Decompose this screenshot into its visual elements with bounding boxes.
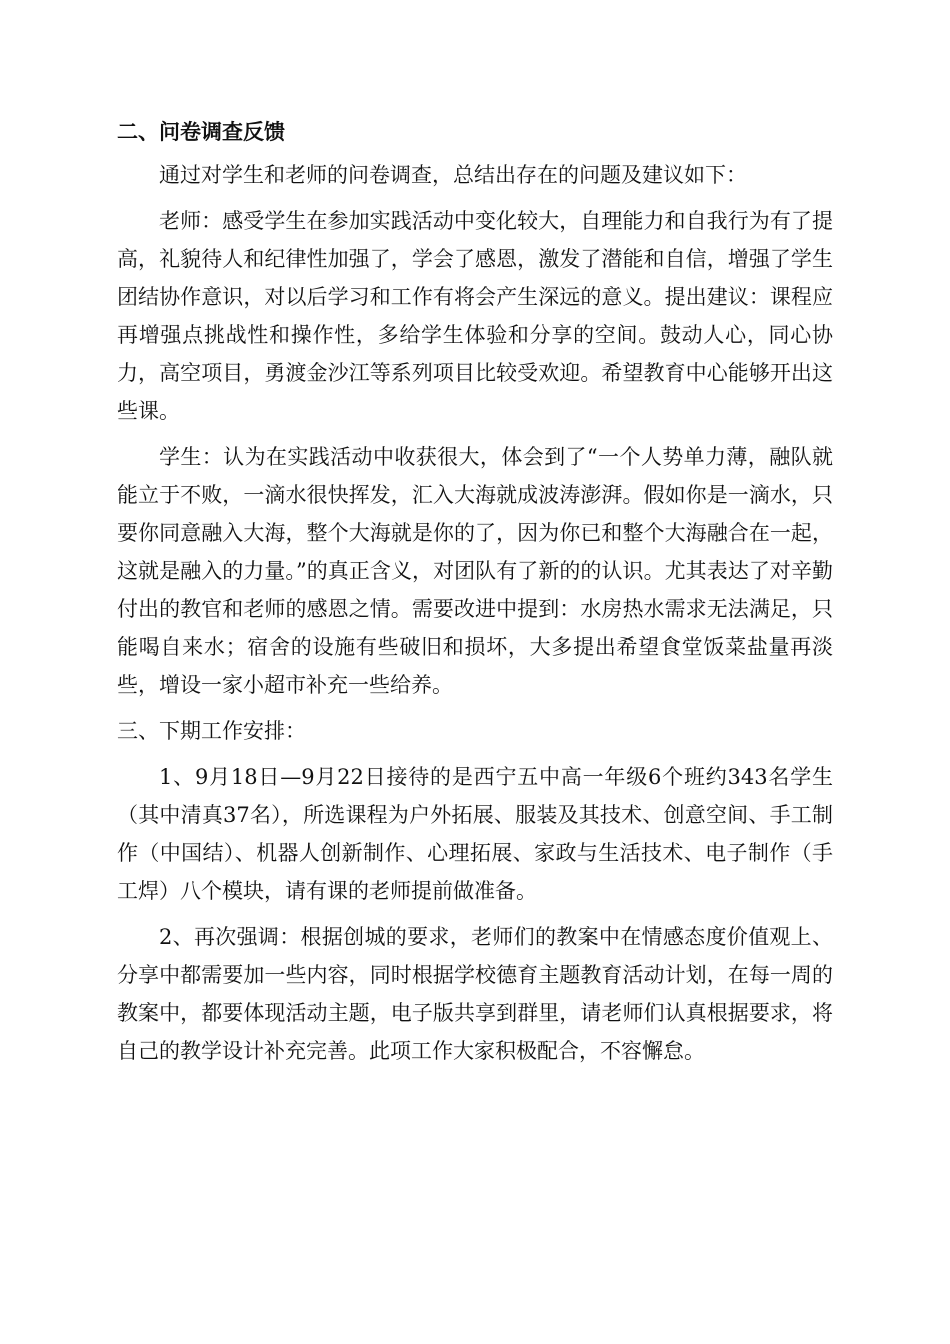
section-heading-next-work-plan: 三、下期工作安排： — [117, 719, 306, 743]
teacher-feedback-paragraph: 老师：感受学生在参加实践活动中变化较大，自理能力和自我行为有了提高，礼貌待人和纪律性加强了，学会了感恩，激发了潜能和自信，增强了学生团结协作意识，对以后学习和工作有将会产生深远的意义。提出建议：课程应再增强点挑战性和操作性，多给学生体验和分享的空间。鼓动人心，同心协力，高空项目，勇渡金沙江等系列项目比较受欢迎。希望教育中心能够开出这些课。 — [117, 209, 833, 423]
section-heading-survey-feedback: 二、问卷调查反馈 — [117, 119, 285, 144]
work-plan-item-1: 1、9月18日—9月22日接待的是西宁五中高一年级6个班约343名学生（其中清真37名），所选课程为户外拓展、服装及其技术、创意空间、手工制作（中国结）、机器人创新制作、心理拓展、家政与生活技术、电子制作（手工焊）八个模块，请有课的老师提前做准备。 — [117, 765, 833, 903]
survey-intro-paragraph: 通过对学生和老师的问卷调查，总结出存在的问题及建议如下： — [159, 163, 747, 187]
student-feedback-paragraph: 学生：认为在实践活动中收获很大，体会到了“一个人势单力薄，融队就能立于不败，一滴水很快挥发，汇入大海就成波涛澎湃。假如你是一滴水，只要你同意融入大海，整个大海就是你的了，因为你已和整个大海融合在一起，这就是融入的力量。”的真正含义，对团队有了新的的认识。尤其表达了对辛勤付出的教官和老师的感恩之情。需要改进中提到：水房热水需求无法满足，只能喝自来水；宿舍的设施有些破旧和损坏，大多提出希望食堂饭菜盐量再淡些，增设一家小超市补充一些给养。 — [117, 445, 833, 697]
document-body — [117, 113, 833, 1078]
work-plan-item-2: 2、再次强调：根据创城的要求，老师们的教案中在情感态度价值观上、分享中都需要加一些内容，同时根据学校德育主题教育活动计划，在每一周的教案中，都要体现活动主题，电子版共享到群里，请老师们认真根据要求，将自己的教学设计补充完善。此项工作大家积极配合，不容懈怠。 — [117, 925, 833, 1063]
